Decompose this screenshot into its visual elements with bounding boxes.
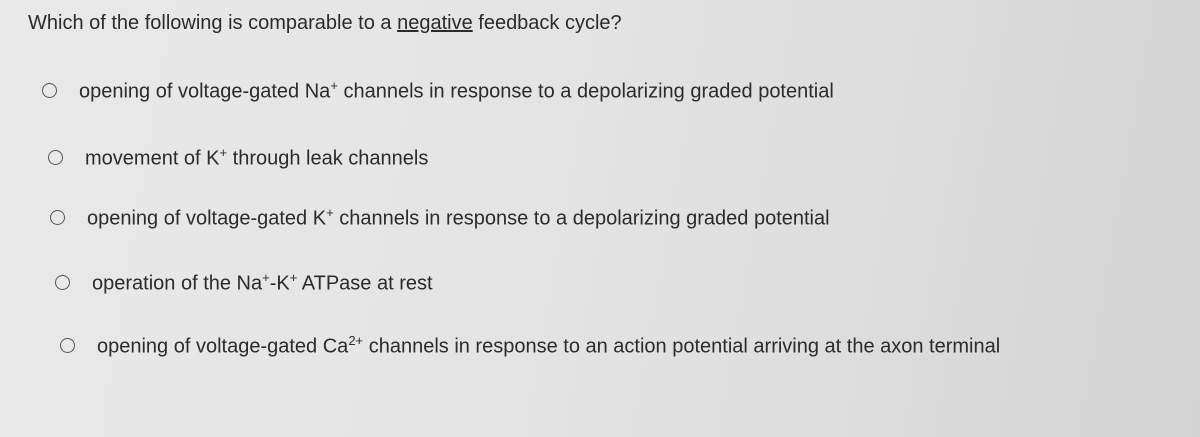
radio-button[interactable] [60,338,75,353]
question-text [28,12,622,35]
radio-button[interactable] [55,275,70,290]
answer-option-3[interactable] [50,205,830,231]
answer-option-4[interactable] [55,270,433,296]
radio-button[interactable] [50,210,65,225]
radio-button[interactable] [48,150,63,165]
radio-button[interactable] [42,83,57,98]
option-label: operation of the Na+-K+ ATPase at rest [92,270,433,295]
option-label: opening of voltage-gated $Ca^{2+}$ channels in response to an action potential arriving at the axon terminal [97,333,1001,358]
question-suffix: feedback cycle? [472,12,622,34]
answer-option-2[interactable] [48,145,428,171]
option-label: opening of voltage-gated K+ channels in response to a depolarizing graded potential [87,205,830,230]
question-prefix: Which of the following is comparable to a [28,12,398,34]
question-emphasis: negative [397,12,473,34]
option-label: opening of voltage-gated Na+ channels in response to a depolarizing graded potential [79,78,834,103]
answer-option-1[interactable] [42,78,834,104]
option-label: movement of K+ through leak channels [85,145,429,170]
answer-option-5[interactable] [60,333,1000,359]
